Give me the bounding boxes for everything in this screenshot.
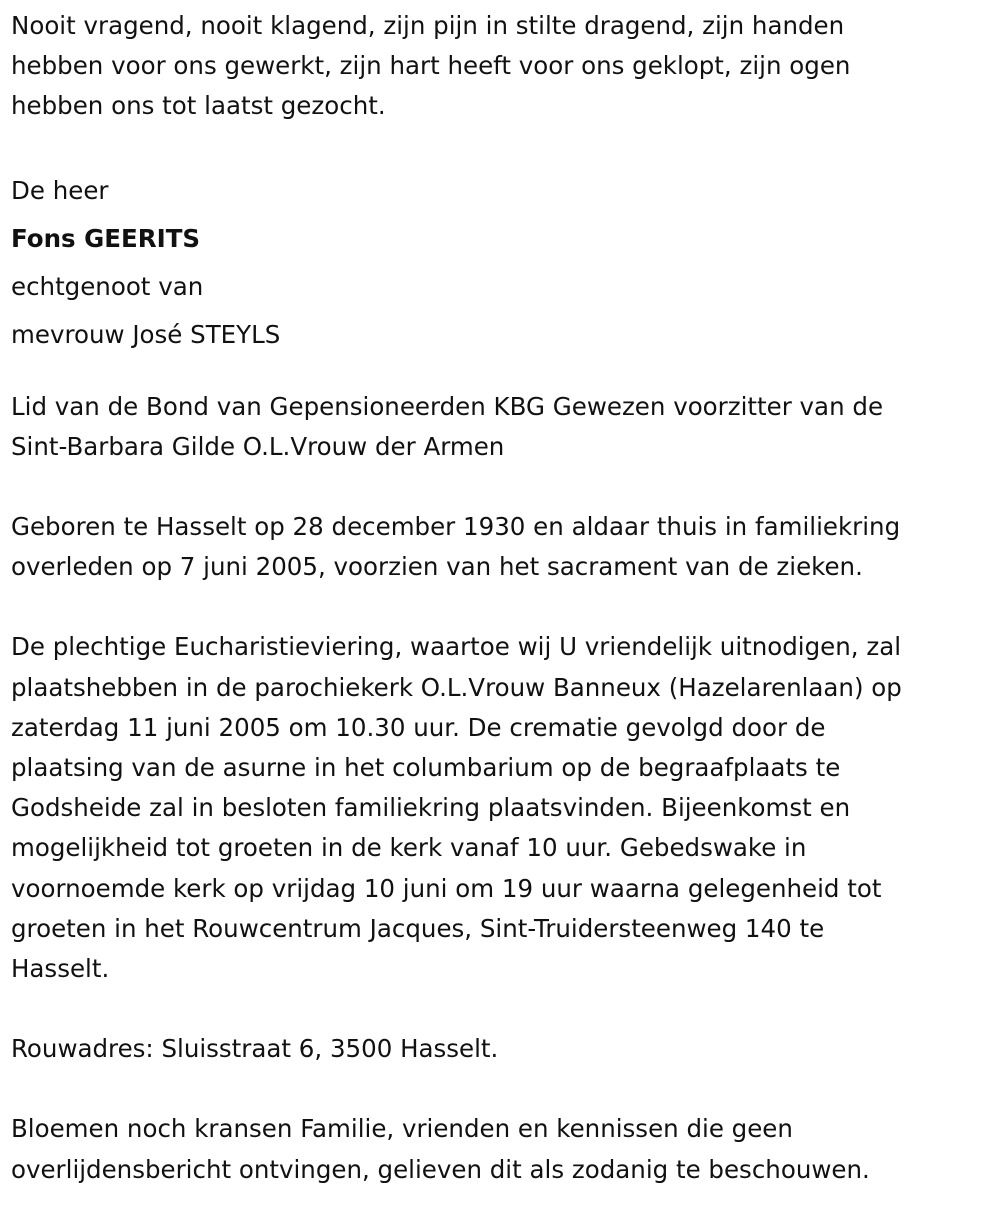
paragraph-gap — [11, 359, 991, 387]
ceremony-line: plaatsing van de asurne in het columbarium op de begraafplaats te — [11, 753, 841, 783]
intro-line: Nooit vragend, nooit klagend, zijn pijn in stilte dragend, zijn handen — [11, 11, 845, 40]
ceremony-line: plaatshebben in de parochiekerk O.L.Vrouw Banneux (Hazelarenlaan) op — [11, 672, 902, 702]
ceremony-line: Godsheide zal in besloten familiekring plaatsvinden. Bijeenkomst en — [11, 793, 851, 823]
ceremony-paragraph — [11, 627, 991, 989]
closing-line: Bloemen noch kransen Familie, vrienden en kennissen die geen — [11, 1114, 793, 1144]
ceremony-line: groeten in het Rouwcentrum Jacques, Sint-Truidersteenweg 140 te — [11, 913, 825, 943]
relation-text: echtgenoot van — [11, 271, 204, 301]
birth-death-paragraph — [11, 507, 991, 587]
address-paragraph — [11, 1029, 991, 1069]
birth-death-line: Geboren te Hasselt op 28 december 1930 en aldaar thuis in familiekring — [11, 512, 901, 542]
paragraph-gap — [11, 467, 991, 507]
salutation: De heer — [11, 175, 109, 205]
intro-line: hebben voor ons gewerkt, zijn hart heeft voor ons geklopt, zijn ogen — [11, 51, 851, 81]
paragraph-gap — [11, 1069, 991, 1109]
ceremony-line: zaterdag 11 juni 2005 om 10.30 uur. De crematie gevolgd door de — [11, 712, 826, 742]
ceremony-line: voornoemde kerk op vrijdag 10 juni om 19 uur waarna gelegenheid tot — [11, 873, 882, 903]
paragraph-gap — [11, 127, 991, 167]
address-line: Rouwadres: Sluisstraat 6, 3500 Hasselt. — [11, 1034, 499, 1064]
paragraph-gap — [11, 989, 991, 1029]
birth-death-line: overleden op 7 juni 2005, voorzien van het sacrament van de zieken. — [11, 552, 863, 582]
paragraph-gap — [11, 587, 991, 627]
spouse-name: mevrouw José STEYLS — [11, 319, 281, 349]
ceremony-line: De plechtige Eucharistieviering, waartoe wij U vriendelijk uitnodigen, zal — [11, 632, 902, 662]
intro-paragraph — [11, 6, 991, 127]
intro-line: hebben ons tot laatst gezocht. — [11, 91, 386, 121]
obituary-document — [11, 6, 991, 1190]
membership-line: Sint-Barbara Gilde O.L.Vrouw der Armen — [11, 431, 505, 461]
deceased-name: Fons GEERITS — [11, 223, 201, 253]
closing-paragraph — [11, 1109, 991, 1189]
closing-line: overlijdensbericht ontvingen, gelieven dit als zodanig te beschouwen. — [11, 1154, 870, 1184]
ceremony-line: mogelijkheid tot groeten in de kerk vanaf 10 uur. Gebedswake in — [11, 833, 807, 863]
membership-line: Lid van de Bond van Gepensioneerden KBG Gewezen voorzitter van de — [11, 391, 884, 421]
membership-paragraph — [11, 387, 991, 467]
ceremony-line: Hasselt. — [11, 954, 110, 984]
